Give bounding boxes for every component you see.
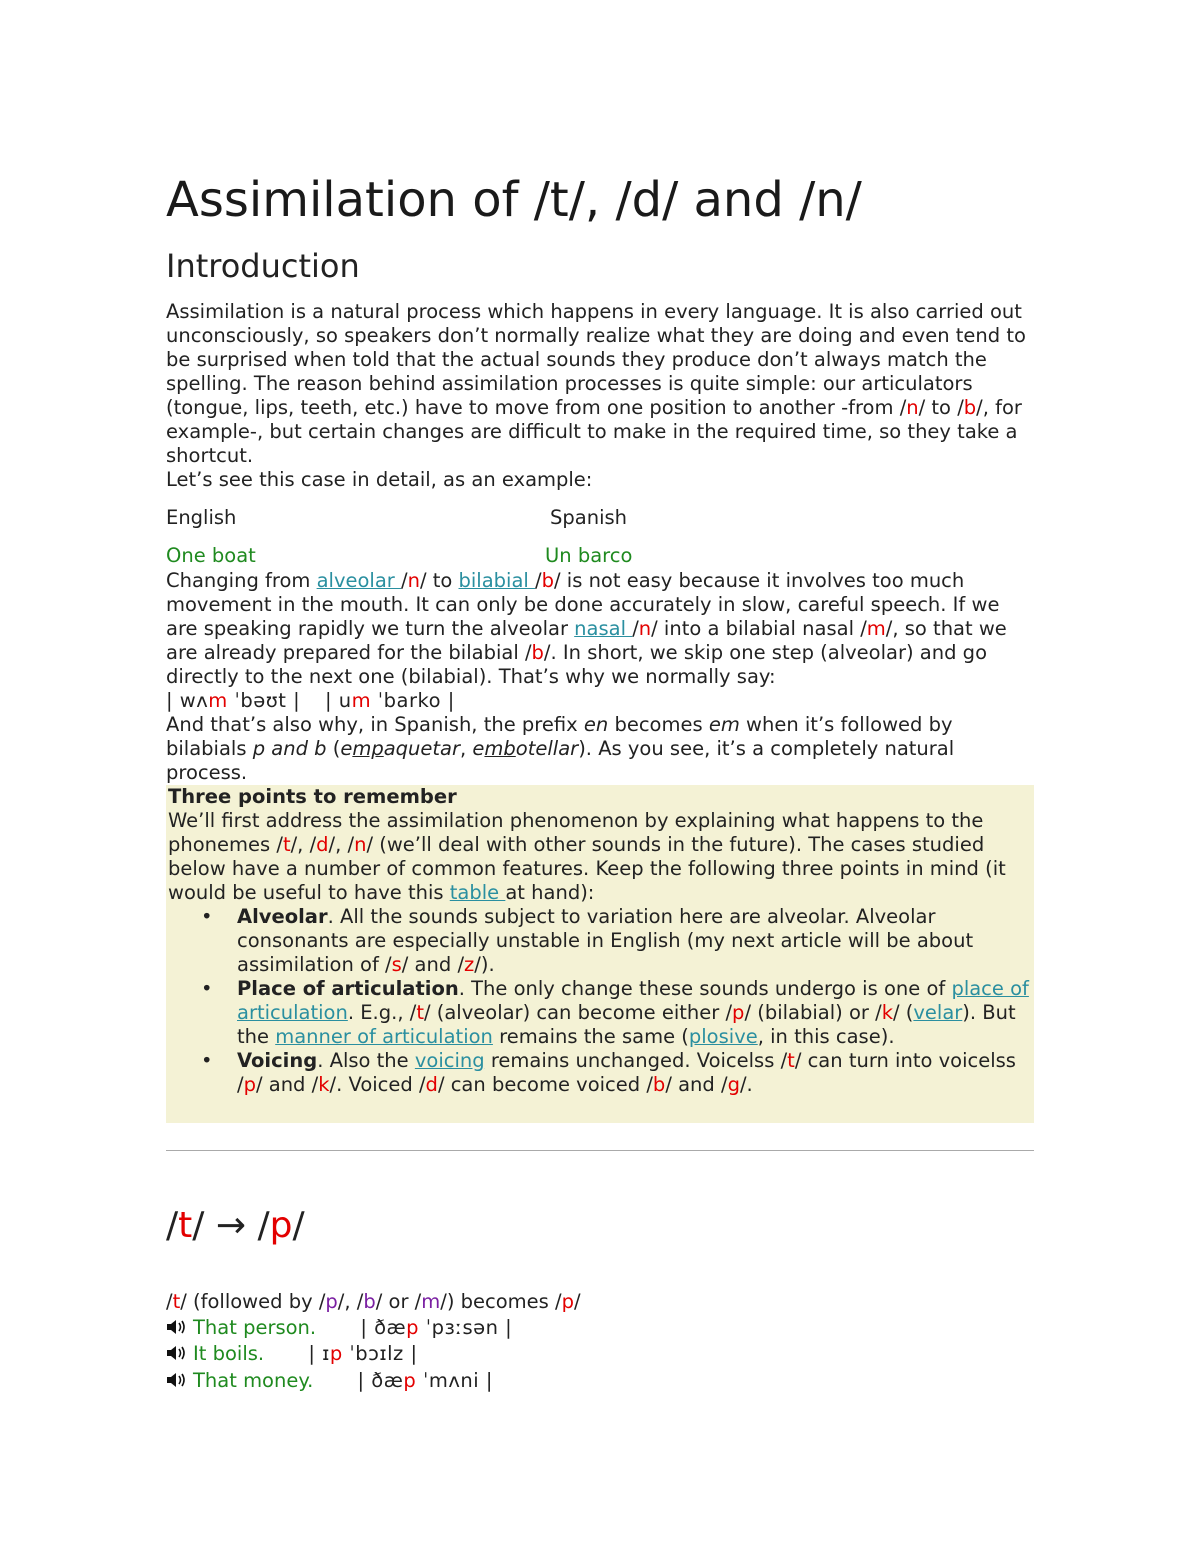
plosive-link[interactable]: plosive [688,1025,758,1048]
example-ipa: | ɪp ˈbɔɪlz | [308,1342,418,1365]
points-list [201,905,1034,1097]
place-of-articulation-link[interactable]: place of articulation [237,977,1029,1024]
list-item: • Voicing. Also the voicing remains unchanged. Voicelss /t/ can turn into voicelss /p/ and /k/. Voiced /d/ can become voiced /b/ and /g/. [201,1049,1016,1096]
example-phrase: That money. [193,1369,314,1392]
bilabial-link[interactable]: bilabial [458,569,536,592]
three-points-content: Three points to remember We’ll first address the assimilation phenomenon by explaining what happens to the phonemes /t/, /d/, /n/ (we’ll deal with other sounds in the future). The cases studied below have a number of common features. Keep the following three points in mind (it would be useful to have this table at hand): [168,785,1006,904]
intro-lead-in: Let’s see this case in detail, as an example: [166,468,593,491]
example-phrase: It boils. [193,1342,265,1365]
alveolar-link[interactable]: alveolar [316,569,402,592]
table-link[interactable]: table [449,881,506,904]
intro-paragraph: Assimilation is a natural process which happens in every language. It is also carried out unconsciously, so speakers don’t normally realize what they are doing and even tend to be surprised when told that the actual sounds they produce don’t always match the spelling. The reason behind assimilation processes is quite simple: our articulators (tongue, lips, teeth, etc.) have to move from one position to another -from /n/ to /b/, for example-, but certain changes are difficult to make in the required time, so they take a shortcut. [166,300,1026,467]
example-row [166,1369,493,1393]
list-item: • Place of articulation. The only change these sounds undergo is one of place of articulation. E.g., /t/ (alveolar) can become either /p/ (bilabial) or /k/ (velar). But the manner of articulation remains the same (plosive, in this case). [201,977,1029,1048]
section-heading-t-to-p: /t/ → /p/ [166,1205,305,1246]
example-phrase-row [166,544,1034,568]
ipa-english: | wʌm ˈbəʊt | [166,689,301,712]
change-paragraph: Changing from alveolar /n/ to bilabial /b/ is not easy because it involves too much movement in the mouth. It can only be done accurately in slow, careful speech. If we are speaking rapidly we turn the alveolar nasal /n/ into a bilabial nasal /m/, so that we are already prepared for the bilabial /b/. In short, we skip one step (alveolar) and go directly to the next one (bilabial). That’s why we normally say: | wʌm ˈbəʊt | | um ˈbarko | And that’s also why, in Spanish, the prefix en becomes em when it’s followed by bilabials p and b (empaquetar, embotellar). As you see, it’s a completely natural process. [166,569,1007,784]
speaker-icon[interactable] [166,1318,188,1336]
manner-of-articulation-link[interactable]: manner of articulation [275,1025,493,1048]
example-ipa: | ðæp ˈpɜːsən | [360,1316,513,1339]
example-row [166,1342,418,1366]
section-divider [166,1150,1034,1151]
three-points-box [166,785,1034,1123]
example-row [166,1316,512,1340]
voicing-link[interactable]: voicing [414,1049,485,1072]
speaker-icon[interactable] [166,1371,188,1389]
three-points-heading: Three points to remember [168,785,457,808]
example-ipa: | ðæp ˈmʌni | [357,1369,493,1392]
spanish-column-header: Spanish [550,506,628,529]
english-column-header: English [166,506,237,529]
example-header-row [166,506,1034,530]
introduction-heading: Introduction [166,247,360,285]
rule-t-to-p: /t/ (followed by /p/, /b/ or /m/) becomes /p/ [166,1290,581,1313]
ipa-spanish: | um ˈbarko | [324,689,455,712]
nasal-link[interactable]: nasal [574,617,633,640]
speaker-icon[interactable] [166,1344,188,1362]
velar-link[interactable]: velar [913,1001,963,1024]
list-item: • Alveolar. All the sounds subject to variation here are alveolar. Alveolar consonants are especially unstable in English (my next article will be about assimilation of /s/ and /z/). [201,905,974,976]
example-phrase: That person. [193,1316,317,1339]
english-example: One boat [166,544,256,567]
spanish-example: Un barco [545,544,633,567]
page-title: Assimilation of /t/, /d/ and /n/ [166,172,862,228]
